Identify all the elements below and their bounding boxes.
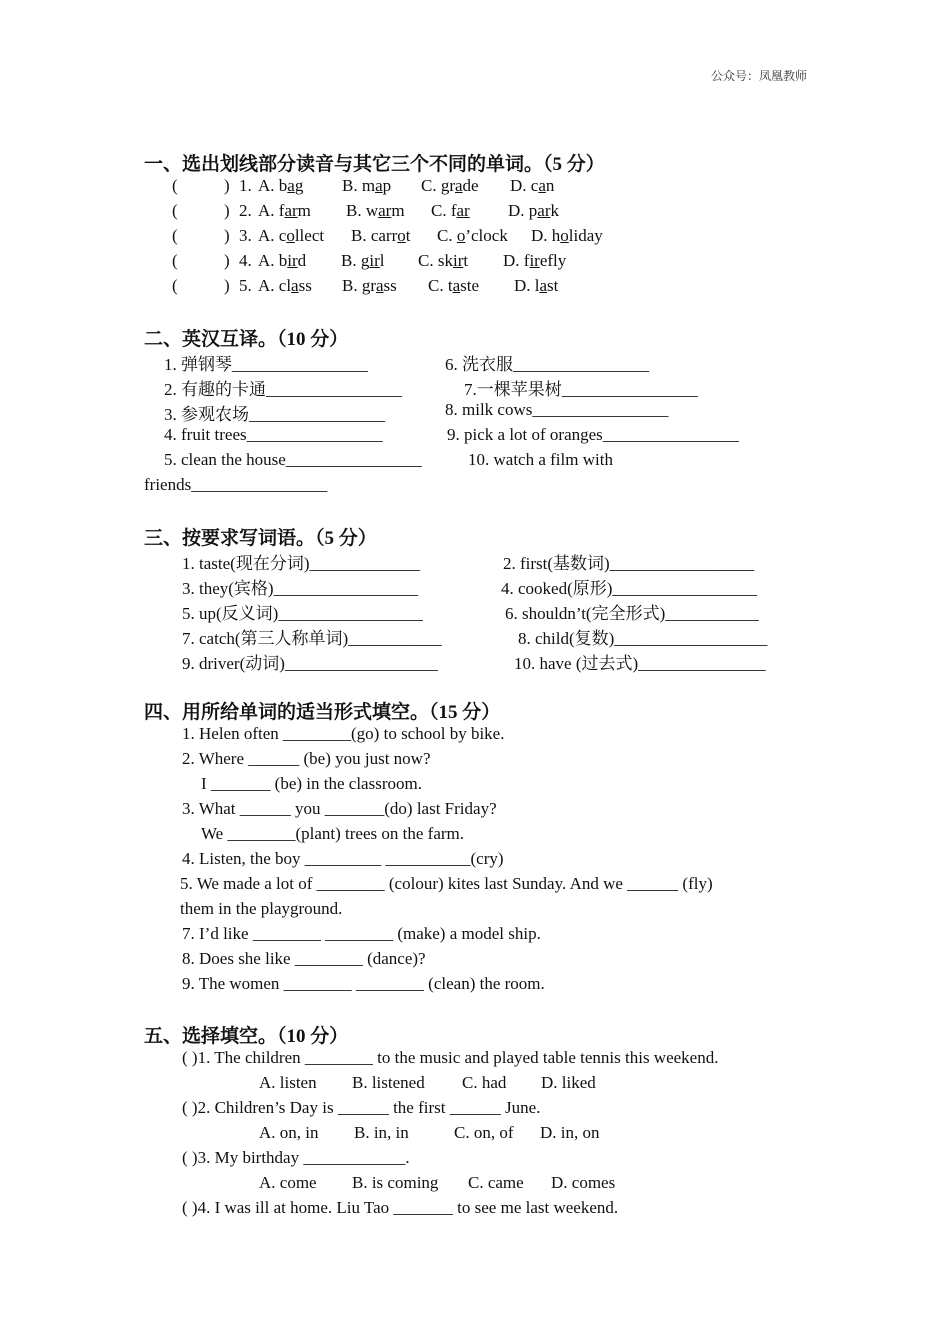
- s5-option: B. listened: [352, 1073, 425, 1092]
- s1-item-number: 5.: [239, 276, 252, 295]
- s1-option-a: A. collect: [258, 226, 325, 245]
- s5-option: C. came: [468, 1173, 524, 1192]
- s4-line: 2. Where ______ (be) you just now?: [182, 749, 431, 768]
- s1-underlined-part: ir: [452, 251, 464, 270]
- s4-line: 1. Helen often ________(go) to school by bike.: [182, 724, 505, 743]
- s1-underlined-part: a: [375, 176, 383, 195]
- s3-item: 1. taste(现在分词)_____________: [182, 554, 420, 573]
- s3-item: 9. driver(动词)__________________: [182, 654, 438, 673]
- s1-item-number: 2.: [239, 201, 252, 220]
- s4-line: 3. What ______ you _______(do) last Friday?: [182, 799, 497, 818]
- s3-item: 3. they(宾格)_________________: [182, 579, 419, 598]
- s4-line: them in the playground.: [180, 899, 343, 918]
- section-2-title: 二、英汉互译。（10 分）: [144, 329, 349, 350]
- s2-item: 7.一棵苹果树________________: [464, 380, 698, 399]
- s2-item: 1. 弹钢琴________________: [164, 355, 368, 374]
- s1-option-d: D. last: [514, 276, 559, 295]
- s1-option-a: A. bag: [258, 176, 304, 195]
- s3-item: 8. child(复数)__________________: [518, 629, 768, 648]
- s1-paren-open: (: [172, 176, 178, 195]
- s3-item: 10. have (过去式)_______________: [514, 654, 766, 673]
- s1-option-c: C. o’clock: [437, 226, 508, 245]
- s2-item: 8. milk cows________________: [445, 400, 669, 419]
- s1-underlined-part: o: [560, 226, 569, 245]
- s3-item: 5. up(反义词)_________________: [182, 604, 423, 623]
- s2-item: 6. 洗衣服________________: [445, 355, 649, 374]
- s1-underlined-part: a: [287, 176, 295, 195]
- s5-option: D. in, on: [540, 1123, 600, 1142]
- s1-underlined-part: ar: [284, 201, 298, 220]
- section-3-title: 三、按要求写词语。（5 分）: [144, 528, 377, 549]
- s1-underlined-part: a: [455, 176, 463, 195]
- s4-line: 4. Listen, the boy _________ __________(cry): [182, 849, 504, 868]
- s3-item: 4. cooked(原形)_________________: [501, 579, 757, 598]
- s3-item: 7. catch(第三人称单词)___________: [182, 629, 442, 648]
- s1-item-number: 1.: [239, 176, 252, 195]
- s1-item-number: 3.: [239, 226, 252, 245]
- s4-line: We ________(plant) trees on the farm.: [201, 824, 464, 843]
- s1-option-c: C. skirt: [418, 251, 469, 270]
- s1-option-d: D. can: [510, 176, 555, 195]
- s2-item: friends________________: [144, 475, 328, 494]
- s5-question: ( )4. I was ill at home. Liu Tao _______ to see me last weekend.: [182, 1198, 619, 1217]
- s5-option: C. on, of: [454, 1123, 514, 1142]
- s5-question: ( )3. My birthday ____________.: [182, 1148, 410, 1167]
- s1-underlined-part: o: [456, 226, 466, 245]
- s4-line: 8. Does she like ________ (dance)?: [182, 949, 426, 968]
- s1-option-c: C. grade: [421, 176, 479, 195]
- s1-underlined-part: a: [376, 276, 384, 295]
- s1-underlined-part: ar: [378, 201, 392, 220]
- s1-option-b: B. carrot: [351, 226, 411, 245]
- s2-item: 9. pick a lot of oranges________________: [447, 425, 739, 444]
- s1-underlined-part: ar: [456, 201, 470, 220]
- s5-option: B. in, in: [354, 1123, 409, 1142]
- section-1-title: 一、选出划线部分读音与其它三个不同的单词。（5 分）: [144, 154, 605, 175]
- s1-paren-open: (: [172, 226, 178, 245]
- s1-paren-open: (: [172, 201, 178, 220]
- s5-option: D. comes: [551, 1173, 616, 1192]
- s2-item: 2. 有趣的卡通________________: [164, 380, 402, 399]
- s1-option-a: A. class: [258, 276, 312, 295]
- s1-option-a: A. farm: [258, 201, 311, 220]
- s1-item-number: 4.: [239, 251, 252, 270]
- s1-underlined-part: a: [291, 276, 299, 295]
- s1-option-b: B. girl: [341, 251, 385, 270]
- s4-line: I _______ (be) in the classroom.: [201, 774, 422, 793]
- s2-item: 4. fruit trees________________: [164, 425, 383, 444]
- page-header: 公众号：凤凰教师: [711, 69, 808, 83]
- s5-question: ( )2. Children’s Day is ______ the first ______ June.: [182, 1098, 541, 1117]
- s2-item: 3. 参观农场________________: [164, 405, 385, 424]
- s1-underlined-part: a: [538, 176, 546, 195]
- s1-paren-close: ): [224, 251, 230, 270]
- s1-paren-close: ): [224, 276, 230, 295]
- s1-underlined-part: a: [539, 276, 548, 295]
- s1-paren-close: ): [224, 226, 230, 245]
- s1-paren-open: (: [172, 276, 178, 295]
- s5-option: D. liked: [541, 1073, 596, 1092]
- s1-underlined-part: ir: [287, 251, 298, 270]
- s4-line: 9. The women ________ ________ (clean) the room.: [182, 974, 545, 993]
- s1-underlined-part: o: [397, 226, 406, 245]
- s1-option-d: D. park: [508, 201, 559, 220]
- s1-option-c: C. far: [431, 201, 470, 220]
- s1-option-d: D. holiday: [531, 226, 603, 245]
- s1-underlined-part: ir: [369, 251, 380, 270]
- section-4-title: 四、用所给单词的适当形式填空。（15 分）: [144, 702, 501, 723]
- s1-option-a: A. bird: [258, 251, 307, 270]
- s5-option: A. on, in: [259, 1123, 319, 1142]
- s3-item: 6. shouldn’t(完全形式)___________: [505, 604, 759, 623]
- s1-option-c: C. taste: [428, 276, 479, 295]
- s5-option: C. had: [462, 1073, 507, 1092]
- s1-underlined-part: ar: [537, 201, 551, 220]
- s5-option: A. listen: [259, 1073, 317, 1092]
- s1-option-b: B. warm: [346, 201, 405, 220]
- s1-paren-close: ): [224, 176, 230, 195]
- s4-line: 7. I’d like ________ ________ (make) a model ship.: [182, 924, 541, 943]
- s5-question: ( )1. The children ________ to the music and played table tennis this weekend.: [182, 1048, 719, 1067]
- s2-item: 5. clean the house________________: [164, 450, 422, 469]
- s4-line: 5. We made a lot of ________ (colour) kites last Sunday. And we ______ (fly): [180, 874, 713, 893]
- s1-underlined-part: o: [286, 226, 295, 245]
- s1-option-b: B. map: [342, 176, 392, 195]
- section-5-title: 五、选择填空。（10 分）: [144, 1026, 349, 1047]
- s1-underlined-part: ir: [529, 251, 540, 270]
- s3-item: 2. first(基数词)_________________: [503, 554, 755, 573]
- s5-option: B. is coming: [352, 1173, 439, 1192]
- s1-option-d: D. firefly: [503, 251, 567, 270]
- s1-underlined-part: a: [452, 276, 461, 295]
- s1-paren-close: ): [224, 201, 230, 220]
- s5-option: A. come: [259, 1173, 317, 1192]
- s1-paren-open: (: [172, 251, 178, 270]
- s2-item: 10. watch a film with: [468, 450, 613, 469]
- s1-option-b: B. grass: [342, 276, 397, 295]
